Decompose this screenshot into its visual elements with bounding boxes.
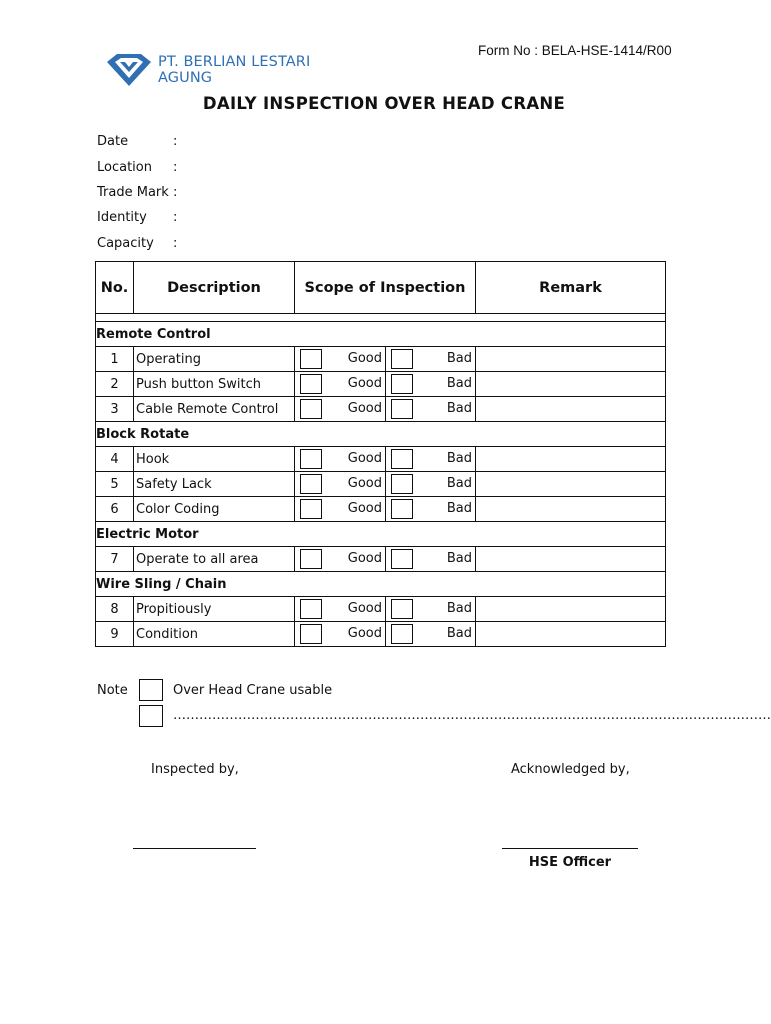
bad-checkbox[interactable] <box>391 549 413 569</box>
item-description: Color Coding <box>134 497 295 522</box>
item-description: Propitiously <box>134 597 295 622</box>
header-description: Description <box>134 262 295 314</box>
item-number: 8 <box>96 597 134 622</box>
header-no: No. <box>96 262 134 314</box>
acknowledged-by-label: Acknowledged by, <box>511 762 630 777</box>
section-title: Remote Control <box>96 322 666 347</box>
hse-officer-label: HSE Officer <box>528 855 612 870</box>
usable-label: Over Head Crane usable <box>173 683 333 698</box>
good-label: Good <box>347 626 382 641</box>
bad-checkbox[interactable] <box>391 374 413 394</box>
bad-checkbox[interactable] <box>391 449 413 469</box>
usable-checkbox[interactable] <box>139 679 163 701</box>
field-colon: : <box>173 185 178 200</box>
good-checkbox[interactable] <box>300 399 322 419</box>
item-description: Safety Lack <box>134 472 295 497</box>
good-label: Good <box>347 451 382 466</box>
hse-signature-line <box>502 848 638 849</box>
diamond-logo-icon <box>104 50 154 90</box>
good-cell <box>295 347 386 372</box>
remark-cell[interactable] <box>476 472 666 497</box>
section-row <box>96 422 666 447</box>
page-title: DAILY INSPECTION OVER HEAD CRANE <box>202 94 566 113</box>
item-description: Hook <box>134 447 295 472</box>
good-label: Good <box>347 376 382 391</box>
table-row <box>96 547 666 572</box>
spacer-row <box>96 314 666 322</box>
good-cell <box>295 397 386 422</box>
inspected-by-label: Inspected by, <box>151 762 239 777</box>
good-cell <box>295 597 386 622</box>
note-label: Note <box>97 683 128 698</box>
good-checkbox[interactable] <box>300 474 322 494</box>
item-description: Condition <box>134 622 295 647</box>
company-logo <box>104 50 366 90</box>
header-remark: Remark <box>476 262 666 314</box>
bad-checkbox[interactable] <box>391 499 413 519</box>
item-description: Operating <box>134 347 295 372</box>
good-checkbox[interactable] <box>300 349 322 369</box>
item-number: 4 <box>96 447 134 472</box>
section-title: Block Rotate <box>96 422 666 447</box>
section-row <box>96 572 666 597</box>
item-number: 6 <box>96 497 134 522</box>
remark-cell[interactable] <box>476 397 666 422</box>
remark-cell[interactable] <box>476 597 666 622</box>
section-title: Electric Motor <box>96 522 666 547</box>
table-row <box>96 597 666 622</box>
field-colon: : <box>173 134 178 149</box>
bad-checkbox[interactable] <box>391 624 413 644</box>
good-checkbox[interactable] <box>300 374 322 394</box>
field-label: Location <box>97 160 152 175</box>
good-label: Good <box>347 601 382 616</box>
item-description: Cable Remote Control <box>134 397 295 422</box>
bad-cell <box>386 472 476 497</box>
good-checkbox[interactable] <box>300 449 322 469</box>
field-label: Date <box>97 134 129 149</box>
good-cell <box>295 547 386 572</box>
other-note-checkbox[interactable] <box>139 705 163 727</box>
table-row <box>96 472 666 497</box>
section-row <box>96 322 666 347</box>
table-row <box>96 372 666 397</box>
bad-label: Bad <box>446 501 472 516</box>
bad-label: Bad <box>446 551 472 566</box>
bad-cell <box>386 447 476 472</box>
remark-cell[interactable] <box>476 622 666 647</box>
table-row <box>96 447 666 472</box>
good-label: Good <box>347 551 382 566</box>
bad-label: Bad <box>446 476 472 491</box>
bad-label: Bad <box>446 451 472 466</box>
item-number: 9 <box>96 622 134 647</box>
good-checkbox[interactable] <box>300 549 322 569</box>
company-name: PT. BERLIAN LESTARI AGUNG <box>158 54 311 86</box>
table-row <box>96 347 666 372</box>
form-number: Form No : BELA-HSE-1414/R00 <box>478 43 672 58</box>
bad-cell <box>386 372 476 397</box>
good-label: Good <box>347 501 382 516</box>
bad-label: Bad <box>446 601 472 616</box>
table-row <box>96 397 666 422</box>
inspection-table <box>95 261 666 647</box>
good-checkbox[interactable] <box>300 624 322 644</box>
field-label: Capacity <box>97 236 154 251</box>
remark-cell[interactable] <box>476 372 666 397</box>
good-cell <box>295 472 386 497</box>
bad-label: Bad <box>446 376 472 391</box>
item-number: 7 <box>96 547 134 572</box>
remark-cell[interactable] <box>476 547 666 572</box>
header-scope: Scope of Inspection <box>295 262 476 314</box>
bad-cell <box>386 497 476 522</box>
item-number: 3 <box>96 397 134 422</box>
section-row <box>96 522 666 547</box>
item-number: 1 <box>96 347 134 372</box>
bad-checkbox[interactable] <box>391 599 413 619</box>
bad-checkbox[interactable] <box>391 474 413 494</box>
bad-checkbox[interactable] <box>391 399 413 419</box>
bad-cell <box>386 347 476 372</box>
remark-cell[interactable] <box>476 447 666 472</box>
table-row <box>96 497 666 522</box>
good-cell <box>295 372 386 397</box>
remark-cell[interactable] <box>476 347 666 372</box>
good-cell <box>295 497 386 522</box>
bad-cell <box>386 397 476 422</box>
good-cell <box>295 447 386 472</box>
good-label: Good <box>347 401 382 416</box>
inspector-signature-line <box>133 848 256 849</box>
remark-cell[interactable] <box>476 497 666 522</box>
item-number: 5 <box>96 472 134 497</box>
bad-label: Bad <box>446 626 472 641</box>
section-title: Wire Sling / Chain <box>96 572 666 597</box>
good-label: Good <box>347 476 382 491</box>
bad-label: Bad <box>446 351 472 366</box>
good-checkbox[interactable] <box>300 499 322 519</box>
bad-checkbox[interactable] <box>391 349 413 369</box>
bad-label: Bad <box>446 401 472 416</box>
good-checkbox[interactable] <box>300 599 322 619</box>
item-number: 2 <box>96 372 134 397</box>
good-label: Good <box>347 351 382 366</box>
field-colon: : <box>173 210 178 225</box>
field-label: Identity <box>97 210 147 225</box>
item-description: Operate to all area <box>134 547 295 572</box>
field-colon: : <box>173 160 178 175</box>
item-description: Push button Switch <box>134 372 295 397</box>
bad-cell <box>386 547 476 572</box>
bad-cell <box>386 597 476 622</box>
bad-cell <box>386 622 476 647</box>
good-cell <box>295 622 386 647</box>
field-label: Trade Mark <box>97 185 169 200</box>
field-colon: : <box>173 236 178 251</box>
table-row <box>96 622 666 647</box>
note-dotted-line[interactable]: ………………………………………………………………………………………………………………………… <box>173 708 771 723</box>
